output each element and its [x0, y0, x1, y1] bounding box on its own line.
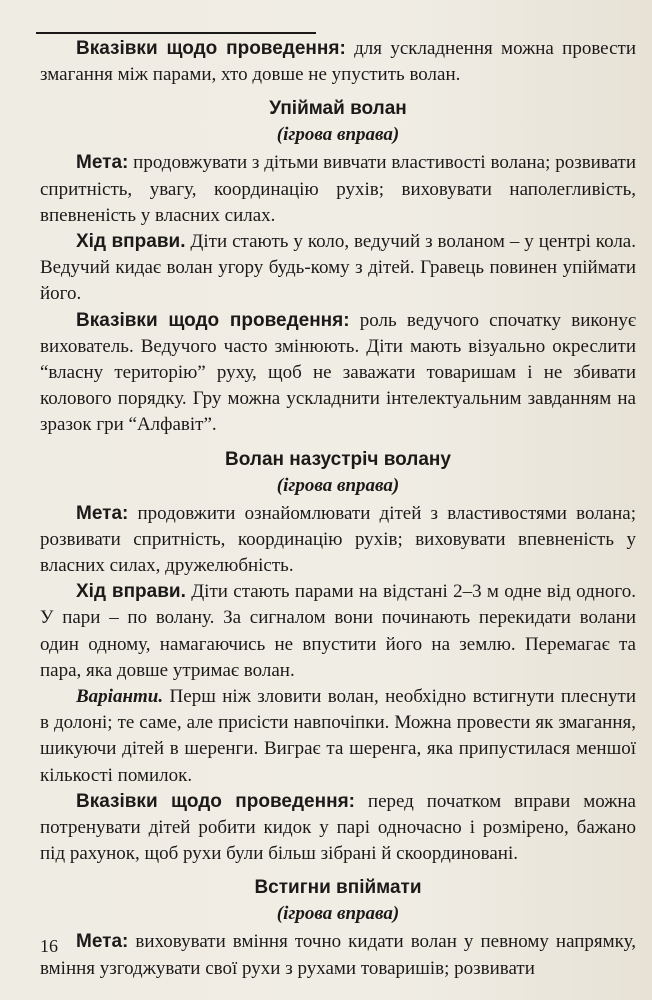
- paragraph-label-italic: Варіанти.: [76, 686, 164, 708]
- paragraph-text: продовжувати з дітьми вивчати властивості волана; розвивати спритність, увагу, координацію рухів; виховувати наполегливість, впевненість у власних силах.: [40, 152, 636, 226]
- paragraph-text: Діти стають у коло, ведучий з воланом – у центрі кола. Ведучий кидає волан угору будь-кому з дітей. Гравець повинен упіймати його.: [40, 231, 636, 305]
- page-number: 16: [40, 936, 58, 956]
- paragraph-label: Хід вправи.: [76, 231, 186, 253]
- paragraph-label: Вказівки щодо проведення:: [76, 790, 355, 812]
- intro-paragraph: [40, 36, 636, 88]
- paragraph-text: виховувати вміння точно кидати волан у певному напрямку, вміння узгоджувати свої рухи з рухами товаришів; розвивати: [40, 931, 636, 979]
- section-subtitle: (ігрова вправа): [276, 124, 400, 146]
- paragraph-text: роль ведучого спочатку виконує вихователь. Ведучого часто змінюють. Діти мають візуально окреслити “власну територію” руху, щоб не заважати товаришам і не збивати колового порядку. Гру можна ускладнити інтелектуальним завданням на зразок гри “Алфавіт”.: [40, 309, 636, 436]
- intro-label: Вказівки щодо проведення:: [76, 38, 346, 59]
- paragraph: [40, 929, 636, 981]
- paragraph-label: Мета:: [76, 152, 129, 174]
- paragraph-label: Мета:: [76, 502, 129, 524]
- section-subtitle: (ігрова вправа): [276, 474, 400, 496]
- section-subtitle: (ігрова вправа): [276, 903, 400, 925]
- paragraph-text: продовжити ознайомлювати дітей з властивостями волана; розвивати спритність, координацію рухів; виховувати впевненість у власних силах, дружелюбність.: [40, 502, 636, 577]
- paragraph: [40, 308, 636, 439]
- paragraph-label: Хід вправи.: [76, 581, 186, 603]
- section-title: Упіймай волан: [269, 98, 407, 120]
- intro-text: для ускладнення можна провести змагання між парами, хто довше не упустить волан.: [40, 38, 636, 86]
- paragraph: [40, 789, 636, 868]
- page-content: [40, 36, 636, 982]
- paragraph-text: перед початком вправи можна потренувати дітей робити кидок у парі одночасно і розмірено, бажано під рахунок, щоб рухи були більш зібрані й скоординовані.: [40, 790, 636, 865]
- paragraph-label: Мета:: [76, 931, 129, 953]
- paragraph: [40, 229, 636, 308]
- section-title: Волан назустріч волану: [225, 448, 451, 470]
- section-title: Встигни впіймати: [254, 877, 422, 899]
- paragraph-label: Вказівки щодо проведення:: [76, 309, 350, 331]
- paragraph-text: Діти стають парами на відстані 2–3 м одне від одного. У пари – по волану. За сигналом вони починають перекидати волани один одному, намагаючись не впустити його на землю. Перемагає та пара, яка довше утримає волан.: [40, 581, 636, 681]
- paragraph: [40, 150, 636, 229]
- paragraph-text: Перш ніж зловити волан, необхідно встигнути плеснути в долоні; те саме, але присісти навпочіпки. Можна провести як змагання, шикуючи дітей в шеренги. Виграє та шеренга, яка припустилася меншої кількості помилок.: [40, 686, 636, 786]
- paragraph: [40, 579, 636, 684]
- paragraph: [40, 501, 636, 580]
- paragraph: [40, 684, 636, 789]
- top-rule: [36, 32, 316, 34]
